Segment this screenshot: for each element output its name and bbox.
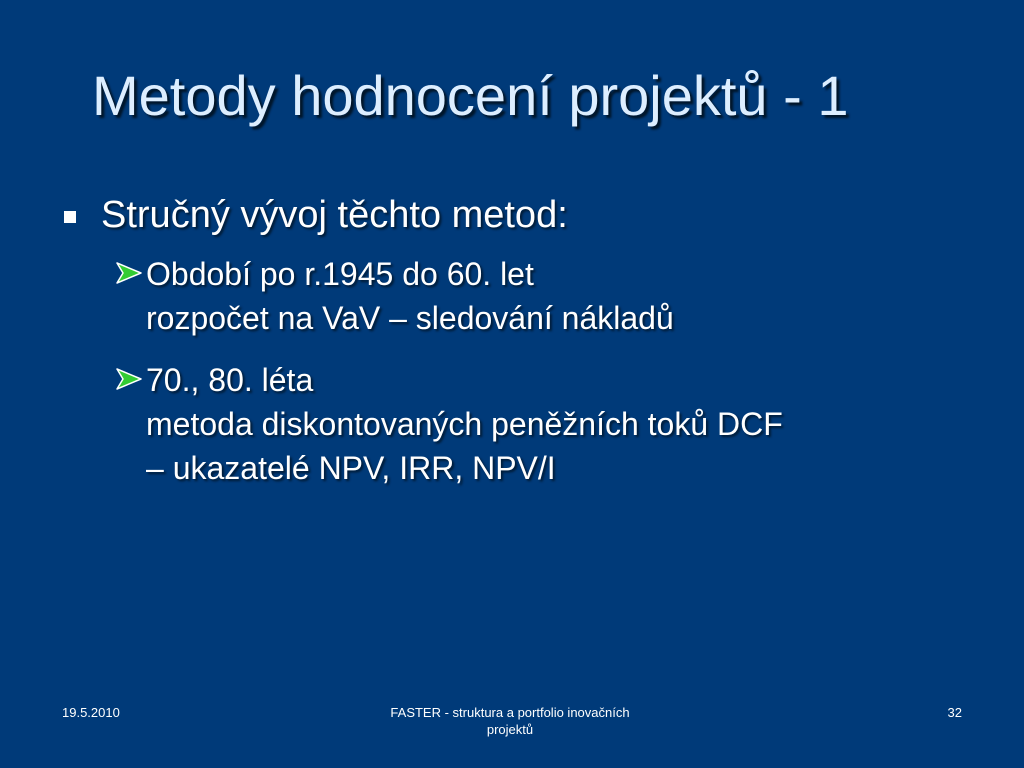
arrow-bullet-icon [115,261,145,285]
footer-title [320,704,700,738]
arrow-bullet-icon [115,367,145,391]
sub-bullet-line: metoda diskontovaných peněžních toků DCF [146,406,783,442]
sub-bullet-text [146,252,674,340]
sub-bullet-line: Období po r.1945 do 60. let [146,256,534,292]
bullet-item-level1 [64,190,964,242]
bullet-text: Stručný vývoj těchto metod: [101,194,568,236]
footer-title-line: projektů [486,722,534,737]
sub-bullet-line: 70., 80. léta [146,362,314,398]
footer-date: 19.5.2010 [62,705,120,720]
sub-bullet-item [115,252,975,342]
footer-title-line: FASTER - struktura a portfolio inovačních [390,705,630,720]
square-bullet-icon [64,211,76,223]
page-number: 32 [947,705,962,720]
sub-bullet-item [115,358,975,492]
sub-bullet-line: – ukazatelé NPV, IRR, NPV/I [146,450,556,486]
slide-title: Metody hodnocení projektů - 1 [92,64,849,127]
sub-bullet-text [146,358,783,490]
sub-bullet-line: rozpočet na VaV – sledování nákladů [146,300,674,336]
